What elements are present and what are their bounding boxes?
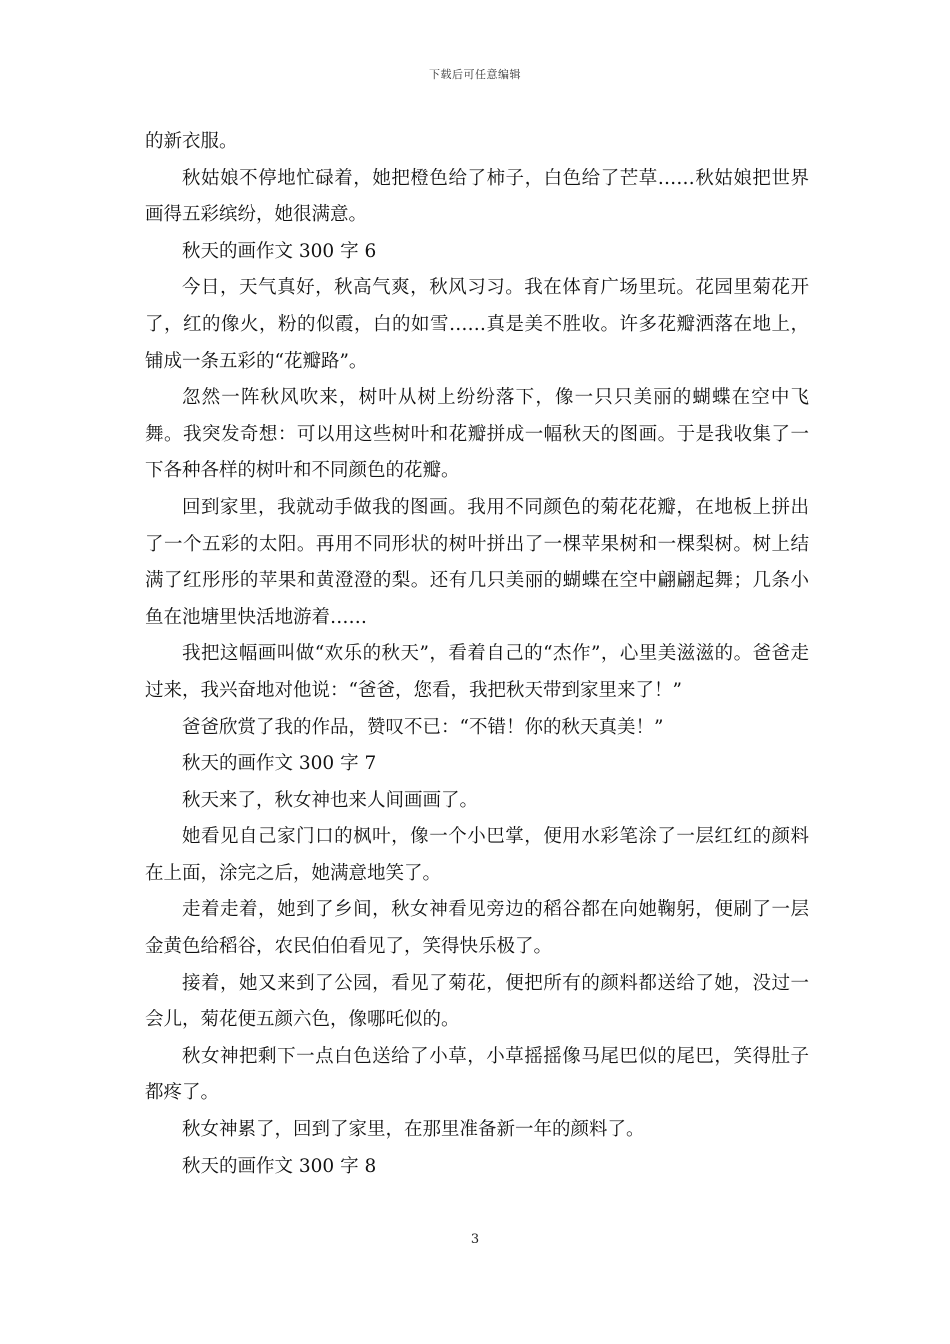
- paragraph: 接着，她又来到了公园，看见了菊花，便把所有的颜料都送给了她，没过一会儿，菊花便五颜六色，像哪吒似的。: [145, 972, 809, 1031]
- paragraph: 忽然一阵秋风吹来，树叶从树上纷纷落下，像一只只美丽的蝴蝶在空中飞舞。我突发奇想：可以用这些树叶和花瓣拼成一幅秋天的图画。于是我收集了一下各种各样的树叶和不同颜色的花瓣。: [145, 387, 809, 482]
- paragraph: 她看见自己家门口的枫叶，像一个小巴掌，便用水彩笔涂了一层红红的颜料在上面，涂完之后，她满意地笑了。: [145, 826, 809, 884]
- section-heading: 秋天的画作文 300 字 6: [182, 240, 377, 262]
- paragraph: 走着走着，她到了乡间，秋女神看见旁边的稻谷都在向她鞠躬，便刷了一层金黄色给稻谷，农民伯伯看见了，笑得快乐极了。: [145, 899, 809, 958]
- page-header: 下载后可任意编辑: [429, 68, 521, 81]
- section-heading: 秋天的画作文 300 字 7: [182, 753, 377, 775]
- section-heading: 秋天的画作文 300 字 8: [182, 1155, 377, 1177]
- paragraph: 秋姑娘不停地忙碌着，她把橙色给了柿子，白色给了芒草……秋姑娘把世界画得五彩缤纷，她很满意。: [145, 167, 809, 226]
- paragraph: 我把这幅画叫做“欢乐的秋天”，看着自己的“杰作”，心里美滋滋的。爸爸走过来，我兴奋地对他说：“爸爸，您看，我把秋天带到家里来了！”: [145, 643, 809, 701]
- page-number: 3: [470, 1232, 480, 1247]
- paragraph-continuation: 的新衣服。: [145, 131, 238, 152]
- paragraph: 秋女神把剩下一点白色送给了小草，小草摇摇像马尾巴似的尾巴，笑得肚子都疼了。: [145, 1045, 809, 1104]
- paragraph: 秋女神累了，回到了家里，在那里准备新一年的颜料了。: [182, 1119, 645, 1141]
- paragraph: 爸爸欣赏了我的作品，赞叹不已：“不错！你的秋天真美！”: [182, 716, 664, 738]
- paragraph: 秋天来了，秋女神也来人间画画了。: [182, 789, 479, 811]
- document-body: [145, 124, 809, 1185]
- paragraph: 今日，天气真好，秋高气爽，秋风习习。我在体育广场里玩。花园里菊花开了，红的像火，粉的似霞，白的如雪……真是美不胜收。许多花瓣洒落在地上，铺成一条五彩的“花瓣路”。: [145, 277, 809, 372]
- paragraph: 回到家里，我就动手做我的图画。我用不同颜色的菊花花瓣，在地板上拼出了一个五彩的太阳。再用不同形状的树叶拼出了一棵苹果树和一棵梨树。树上结满了红彤彤的苹果和黄澄澄的梨。还有几只美丽的蝴蝶在空中翩翩起舞；几条小鱼在池塘里快活地游着……: [145, 496, 809, 628]
